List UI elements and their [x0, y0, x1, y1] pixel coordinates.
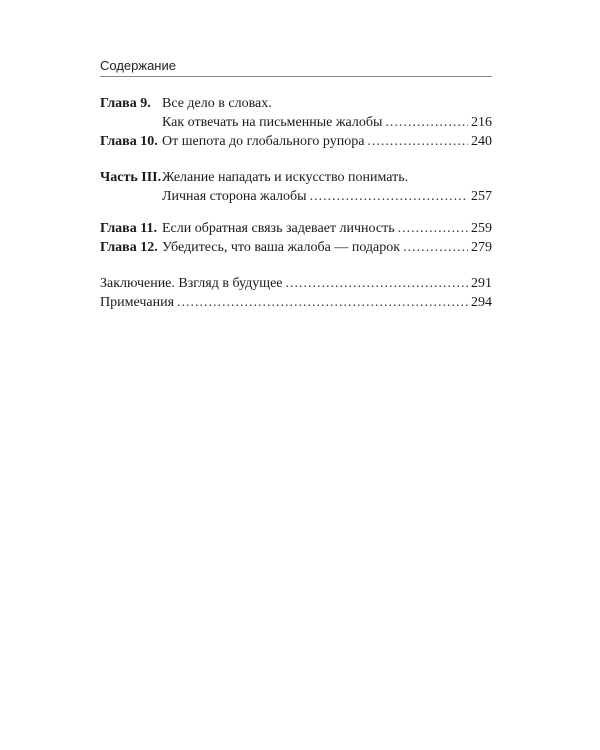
toc-title: Желание нападать и искусство понимать.: [162, 170, 409, 185]
toc-page-number: 291: [471, 276, 492, 291]
toc-title: От шепота до глобального рупора: [162, 134, 365, 149]
toc-entry-chapter-12[interactable]: [100, 238, 492, 257]
dot-leader: [367, 132, 468, 151]
toc-label: Глава 12.: [100, 240, 158, 255]
toc-page-number: 259: [471, 221, 492, 236]
toc-title: Если обратная связь задевает личность: [162, 221, 395, 236]
toc-page-number: 216: [471, 115, 492, 130]
toc-entry-chapter-11[interactable]: [100, 219, 492, 238]
toc-title: Примечания: [100, 295, 175, 310]
toc-label: Глава 10.: [100, 134, 158, 149]
header-rule: [100, 76, 492, 77]
dot-leader: [177, 293, 468, 312]
toc-page-number: 279: [471, 240, 492, 255]
toc-entry-conclusion[interactable]: [100, 274, 492, 293]
toc-title: Заключение. Взгляд в будущее: [100, 276, 283, 291]
toc-entry-part-3[interactable]: [100, 187, 492, 206]
toc-entry-chapter-9[interactable]: [100, 113, 492, 132]
toc-title: Все дело в словах.: [162, 96, 272, 111]
toc-label: Глава 9.: [100, 96, 151, 111]
toc-page-number: 240: [471, 134, 492, 149]
toc-title: Как отвечать на письменные жалобы: [162, 115, 383, 130]
toc-page-number: 294: [471, 295, 492, 310]
toc-title: Убедитесь, что ваша жалоба — подарок: [162, 240, 401, 255]
toc-entry-chapter-9-heading: [100, 94, 492, 113]
toc-label: Глава 11.: [100, 221, 157, 236]
toc-label: Часть III.: [100, 170, 162, 185]
toc-entry-notes[interactable]: [100, 293, 492, 312]
table-of-contents: [100, 94, 492, 312]
dot-leader: [385, 113, 468, 132]
toc-entry-part-3-heading: [100, 168, 492, 187]
dot-leader: [398, 219, 468, 238]
toc-entry-chapter-10[interactable]: [100, 132, 492, 151]
dot-leader: [403, 238, 468, 257]
toc-title: Личная сторона жалобы: [162, 189, 307, 204]
dot-leader: [286, 274, 469, 293]
toc-page-number: 257: [471, 189, 492, 204]
dot-leader: [310, 187, 468, 206]
page-header: Содержание: [100, 58, 176, 73]
